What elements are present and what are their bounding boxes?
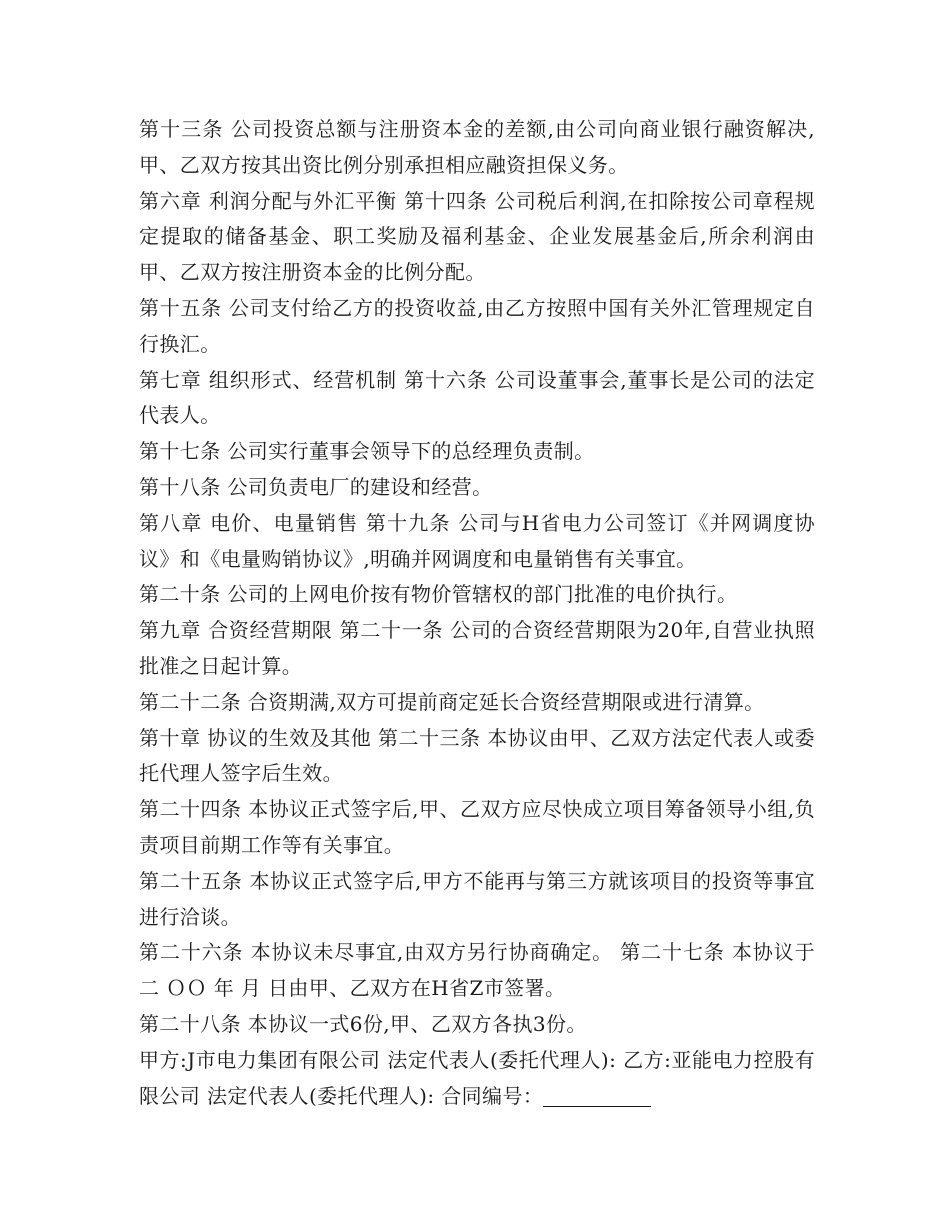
chapter-6-article-14: 第六章 利润分配与外汇平衡 第十四条 公司税后利润,在扣除按公司章程规定提取的储备基金、职工奖励及福利基金、企业发展基金后,所余利润由甲、乙双方按注册资本金的比例分配。 bbox=[139, 188, 815, 285]
article-17: 第十七条 公司实行董事会领导下的总经理负责制。 bbox=[139, 439, 595, 464]
chapter-10-article-23: 第十章 协议的生效及其他 第二十三条 本协议由甲、乙双方法定代表人或委托代理人签字后生效。 bbox=[139, 725, 815, 786]
article-25: 第二十五条 本协议正式签字后,甲方不能再与第三方就该项目的投资等事宜进行洽谈。 bbox=[139, 868, 815, 929]
article-24: 第二十四条 本协议正式签字后,甲、乙双方应尽快成立项目筹备领导小组,负责项目前期工作等有关事宜。 bbox=[139, 797, 815, 857]
article-26-27: 第二十六条 本协议未尽事宜,由双方另行协商确定。 第二十七条 本协议于二 ＯＯ 年 月 日由甲、乙双方在H省Z市签署。 bbox=[139, 940, 815, 1001]
chapter-9-article-21: 第九章 合资经营期限 第二十一条 公司的合资经营期限为20年,自营业执照批准之日起计算。 bbox=[139, 618, 815, 678]
article-22: 第二十二条 合资期满,双方可提前商定延长合资经营期限或进行清算。 bbox=[139, 689, 765, 714]
contract-number-blank bbox=[543, 1084, 651, 1107]
document-body bbox=[139, 112, 815, 1114]
article-20: 第二十条 公司的上网电价按有物价管辖权的部门批准的电价执行。 bbox=[139, 582, 738, 607]
chapter-7-article-16: 第七章 组织形式、经营机制 第十六条 公司设董事会,董事长是公司的法定代表人。 bbox=[139, 367, 815, 428]
article-13: 第十三条 公司投资总额与注册资本金的差额,由公司向商业银行融资解决,甲、乙双方按其出资比例分别承担相应融资担保义务。 bbox=[139, 117, 815, 177]
article-15: 第十五条 公司支付给乙方的投资收益,由乙方按照中国有关外汇管理规定自行换汇。 bbox=[139, 295, 815, 356]
article-28: 第二十八条 本协议一式6份,甲、乙双方各执3份。 bbox=[139, 1011, 587, 1036]
signature-text: 甲方:J市电力集团有限公司 法定代表人(委托代理人): 乙方:亚能电力控股有限公司 法定代表人(委托代理人): 合同编号： bbox=[139, 1047, 815, 1108]
chapter-8-article-19: 第八章 电价、电量销售 第十九条 公司与H省电力公司签订《并网调度协议》和《电量购销协议》,明确并网调度和电量销售有关事宜。 bbox=[139, 510, 815, 571]
signature-block bbox=[139, 1043, 815, 1115]
article-18: 第十八条 公司负责电厂的建设和经营。 bbox=[139, 474, 493, 499]
